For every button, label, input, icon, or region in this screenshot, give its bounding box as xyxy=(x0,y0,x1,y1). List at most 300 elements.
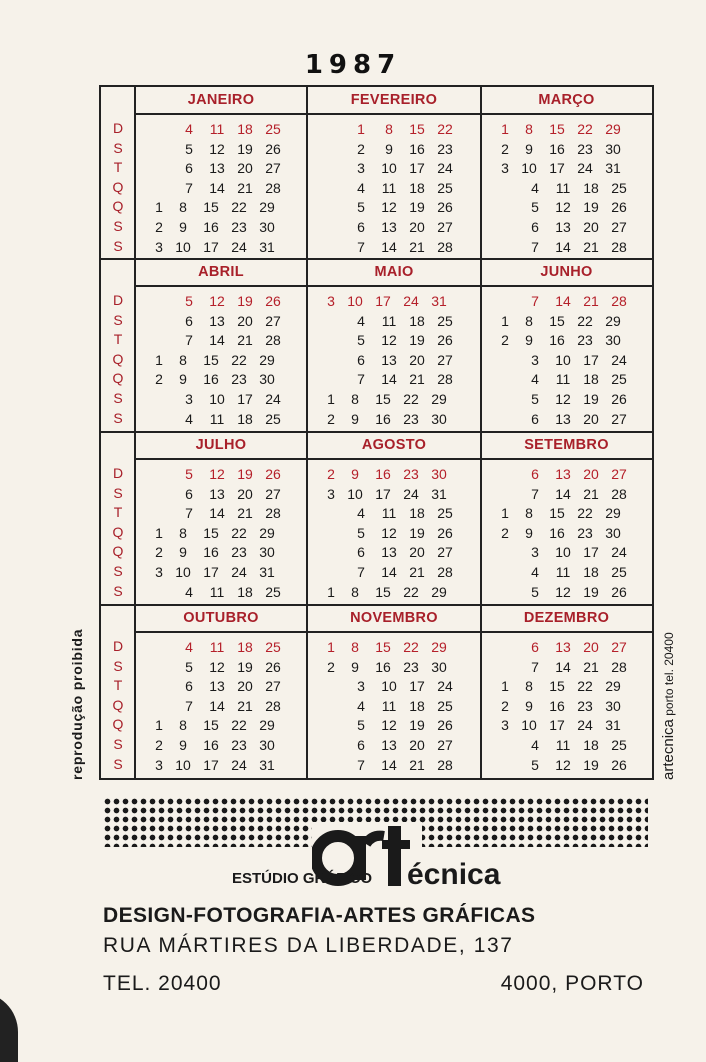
day-number: 21 xyxy=(409,756,425,773)
day-number: 6 xyxy=(185,160,193,177)
month-week-row xyxy=(495,179,633,199)
day-number: 22 xyxy=(403,391,419,407)
day-number: 3 xyxy=(357,160,365,177)
day-number: 27 xyxy=(265,312,281,329)
day-number: 24 xyxy=(403,485,419,502)
month-week-row xyxy=(321,410,453,430)
day-number: 13 xyxy=(555,219,571,235)
month-week-row xyxy=(495,370,633,390)
month-week-row xyxy=(495,583,633,603)
day-number: 18 xyxy=(409,505,425,522)
day-number: 4 xyxy=(531,737,539,753)
day-number: 15 xyxy=(203,199,219,216)
day-number: 30 xyxy=(605,332,621,349)
day-number: 7 xyxy=(185,505,193,522)
day-number: 2 xyxy=(357,140,365,157)
month-week-row xyxy=(495,524,627,544)
day-number: 22 xyxy=(577,312,593,329)
day-number: 19 xyxy=(583,756,599,773)
day-number: 12 xyxy=(209,140,225,157)
month-week-row xyxy=(149,638,287,658)
month-week-row xyxy=(321,331,459,351)
day-number: 5 xyxy=(531,199,539,216)
day-number: 11 xyxy=(555,564,571,580)
day-number: 15 xyxy=(375,391,391,407)
day-number: 4 xyxy=(357,179,365,196)
day-number: 31 xyxy=(431,485,447,502)
day-number: 25 xyxy=(611,564,627,580)
day-number: 16 xyxy=(549,332,565,349)
month-name: OUTUBRO xyxy=(183,610,259,626)
day-number: 26 xyxy=(265,293,281,309)
weekday-label: D xyxy=(112,120,124,136)
day-number: 2 xyxy=(155,371,163,388)
day-number: 16 xyxy=(375,410,391,427)
month-week-row xyxy=(149,524,281,544)
day-number: 11 xyxy=(381,179,397,196)
reproduction-notice: reprodução proibida xyxy=(69,628,85,780)
day-number: 7 xyxy=(531,238,539,255)
day-number: 12 xyxy=(555,199,571,216)
day-number: 3 xyxy=(185,391,193,407)
day-number: 11 xyxy=(555,371,571,388)
month-name: JANEIRO xyxy=(187,92,255,108)
day-number: 2 xyxy=(155,737,163,753)
day-number: 28 xyxy=(611,658,627,675)
month-week-row xyxy=(321,370,459,390)
day-number: 11 xyxy=(555,737,571,753)
day-number: 2 xyxy=(501,697,509,714)
day-number: 3 xyxy=(531,544,539,561)
month-week-row xyxy=(149,292,287,312)
day-number: 18 xyxy=(237,121,253,137)
day-number: 19 xyxy=(409,199,425,216)
day-number: 19 xyxy=(237,140,253,157)
day-number: 24 xyxy=(231,564,247,580)
weekday-label: S xyxy=(113,755,123,772)
day-number: 14 xyxy=(381,564,397,580)
month-week-row xyxy=(321,292,453,312)
month-week-row xyxy=(149,504,287,524)
day-number: 7 xyxy=(357,371,365,388)
month-week-row xyxy=(149,390,287,410)
day-number: 28 xyxy=(437,238,453,255)
day-number: 20 xyxy=(583,219,599,235)
weekday-label: Q xyxy=(112,543,124,560)
day-number: 15 xyxy=(549,678,565,695)
day-number: 15 xyxy=(549,505,565,522)
day-number: 5 xyxy=(357,717,365,734)
day-number: 22 xyxy=(231,199,247,216)
day-number: 8 xyxy=(351,391,359,407)
weekday-label: S xyxy=(113,139,123,156)
day-number: 22 xyxy=(231,524,247,541)
day-number: 3 xyxy=(155,564,163,580)
day-number: 7 xyxy=(531,293,539,309)
day-number: 17 xyxy=(203,756,219,773)
day-number: 9 xyxy=(525,332,533,349)
day-number: 26 xyxy=(611,756,627,773)
day-number: 30 xyxy=(431,466,447,482)
day-number: 13 xyxy=(555,410,571,427)
month-week-row xyxy=(149,716,281,736)
printer-credit xyxy=(660,632,677,780)
telephone: TEL. 20400 xyxy=(103,972,222,995)
day-number: 20 xyxy=(583,410,599,427)
day-number: 23 xyxy=(403,466,419,482)
month-name: JUNHO xyxy=(540,264,593,280)
day-number: 15 xyxy=(409,121,425,137)
day-number: 25 xyxy=(265,410,281,427)
day-number: 29 xyxy=(431,583,447,600)
day-number: 12 xyxy=(381,199,397,216)
day-number: 16 xyxy=(203,737,219,753)
day-number: 30 xyxy=(259,737,275,753)
month-week-row xyxy=(149,140,287,160)
month-week-row xyxy=(321,159,459,179)
day-number: 20 xyxy=(409,737,425,753)
day-number: 22 xyxy=(577,505,593,522)
day-number: 26 xyxy=(437,717,453,734)
day-number: 4 xyxy=(531,564,539,580)
day-number: 29 xyxy=(259,524,275,541)
day-number: 5 xyxy=(185,293,193,309)
day-number: 3 xyxy=(327,293,335,309)
day-number: 1 xyxy=(327,583,335,600)
month-name: DEZEMBRO xyxy=(523,610,610,626)
postal-city: 4000, PORTO xyxy=(500,972,644,995)
day-number: 28 xyxy=(265,179,281,196)
day-number: 28 xyxy=(611,293,627,309)
day-number: 23 xyxy=(577,697,593,714)
month-week-row xyxy=(321,390,453,410)
month-week-row xyxy=(321,465,453,485)
day-number: 4 xyxy=(531,179,539,196)
day-number: 8 xyxy=(351,639,359,655)
day-number: 19 xyxy=(237,466,253,482)
day-number: 24 xyxy=(611,351,627,368)
day-number: 7 xyxy=(357,238,365,255)
day-number: 20 xyxy=(409,544,425,561)
day-number: 12 xyxy=(209,658,225,675)
month-week-row xyxy=(321,504,459,524)
month-week-row xyxy=(495,736,633,756)
day-number: 1 xyxy=(155,717,163,734)
day-number: 14 xyxy=(381,371,397,388)
day-number: 3 xyxy=(155,238,163,255)
weekday-label: T xyxy=(113,677,123,694)
month-name: FEVEREIRO xyxy=(350,92,438,108)
day-number: 11 xyxy=(381,312,397,329)
day-number: 7 xyxy=(357,564,365,580)
month-week-row xyxy=(149,331,287,351)
day-number: 8 xyxy=(525,678,533,695)
day-number: 29 xyxy=(605,312,621,329)
day-number: 15 xyxy=(375,583,391,600)
weekday-label: Q xyxy=(112,350,124,367)
day-number: 23 xyxy=(403,410,419,427)
day-number: 30 xyxy=(431,658,447,675)
printer-contact: porto tel. 20400 xyxy=(662,632,676,716)
day-number: 18 xyxy=(409,179,425,196)
day-number: 3 xyxy=(357,678,365,695)
day-number: 24 xyxy=(265,391,281,407)
day-number: 3 xyxy=(501,717,509,734)
day-number: 17 xyxy=(203,238,219,255)
day-number: 12 xyxy=(555,756,571,773)
month-week-row xyxy=(495,390,633,410)
month-week-row xyxy=(149,563,281,583)
day-number: 3 xyxy=(327,485,335,502)
day-number: 26 xyxy=(265,140,281,157)
day-number: 17 xyxy=(409,678,425,695)
month-week-row xyxy=(149,218,281,238)
day-number: 22 xyxy=(577,121,593,137)
day-number: 27 xyxy=(265,160,281,177)
day-number: 21 xyxy=(583,658,599,675)
day-number: 16 xyxy=(203,544,219,561)
day-number: 26 xyxy=(611,199,627,216)
day-number: 18 xyxy=(237,583,253,600)
weekday-label: S xyxy=(113,582,123,599)
day-number: 28 xyxy=(437,564,453,580)
day-number: 26 xyxy=(265,658,281,675)
weekday-label: S xyxy=(113,237,123,254)
day-number: 18 xyxy=(583,179,599,196)
day-number: 17 xyxy=(549,717,565,734)
day-number: 1 xyxy=(501,312,509,329)
day-number: 29 xyxy=(259,717,275,734)
day-number: 25 xyxy=(437,505,453,522)
day-number: 13 xyxy=(209,485,225,502)
day-number: 28 xyxy=(265,505,281,522)
day-number: 5 xyxy=(531,391,539,407)
month-week-row xyxy=(149,410,287,430)
day-number: 26 xyxy=(437,332,453,349)
day-number: 8 xyxy=(525,121,533,137)
day-number: 7 xyxy=(531,485,539,502)
day-number: 9 xyxy=(525,524,533,541)
day-number: 8 xyxy=(179,199,187,216)
month-week-row xyxy=(321,563,459,583)
day-number: 2 xyxy=(501,524,509,541)
day-number: 4 xyxy=(531,371,539,388)
day-number: 9 xyxy=(179,544,187,561)
day-number: 6 xyxy=(357,219,365,235)
day-number: 21 xyxy=(409,238,425,255)
day-number: 16 xyxy=(549,140,565,157)
month-week-row xyxy=(495,543,633,563)
day-number: 10 xyxy=(381,160,397,177)
month-week-row xyxy=(321,198,459,218)
day-number: 13 xyxy=(555,639,571,655)
day-number: 20 xyxy=(583,639,599,655)
day-number: 11 xyxy=(555,179,571,196)
weekday-label: D xyxy=(112,638,124,654)
weekday-label: Q xyxy=(112,178,124,195)
day-number: 31 xyxy=(259,564,275,580)
weekday-label: S xyxy=(113,218,123,234)
day-number: 8 xyxy=(179,524,187,541)
day-number: 15 xyxy=(203,351,219,368)
month-week-row xyxy=(149,312,287,332)
day-number: 1 xyxy=(501,505,509,522)
day-number: 16 xyxy=(409,140,425,157)
address-line: RUA MÁRTIRES DA LIBERDADE, 137 xyxy=(103,934,514,957)
day-number: 18 xyxy=(583,737,599,753)
day-number: 20 xyxy=(237,312,253,329)
day-number: 8 xyxy=(525,505,533,522)
day-number: 14 xyxy=(209,697,225,714)
day-number: 30 xyxy=(259,219,275,235)
day-number: 24 xyxy=(437,678,453,695)
month-week-row xyxy=(495,677,627,697)
day-number: 19 xyxy=(237,658,253,675)
day-number: 5 xyxy=(357,199,365,216)
day-number: 21 xyxy=(583,485,599,502)
day-number: 8 xyxy=(179,351,187,368)
day-number: 6 xyxy=(357,351,365,368)
day-number: 7 xyxy=(531,658,539,675)
month-week-row xyxy=(149,351,281,371)
day-number: 11 xyxy=(381,505,397,522)
month-name: AGOSTO xyxy=(361,437,427,453)
day-number: 27 xyxy=(265,678,281,695)
month-week-row xyxy=(495,312,627,332)
day-number: 26 xyxy=(437,199,453,216)
day-number: 24 xyxy=(577,160,593,177)
day-number: 23 xyxy=(577,524,593,541)
day-number: 26 xyxy=(611,583,627,600)
day-number: 4 xyxy=(185,583,193,600)
day-number: 31 xyxy=(431,293,447,309)
month-week-row xyxy=(321,658,453,678)
month-week-row xyxy=(321,120,459,140)
day-number: 27 xyxy=(611,639,627,655)
day-number: 24 xyxy=(577,717,593,734)
day-number: 11 xyxy=(381,697,397,714)
weekday-label: S xyxy=(113,736,123,752)
day-number: 19 xyxy=(583,199,599,216)
day-number: 21 xyxy=(583,238,599,255)
day-number: 5 xyxy=(531,583,539,600)
day-number: 25 xyxy=(265,583,281,600)
month-week-row xyxy=(321,756,459,776)
day-number: 30 xyxy=(605,697,621,714)
month-week-row xyxy=(495,563,633,583)
day-number: 24 xyxy=(231,238,247,255)
month-week-row xyxy=(495,716,627,736)
printer-brand: artecnica xyxy=(660,719,677,780)
weekday-label: S xyxy=(113,390,123,406)
day-number: 23 xyxy=(231,219,247,235)
day-number: 28 xyxy=(265,697,281,714)
day-number: 16 xyxy=(549,697,565,714)
month-week-row xyxy=(321,716,459,736)
day-number: 1 xyxy=(155,524,163,541)
month-week-row xyxy=(149,198,281,218)
calendar-year: 1987 xyxy=(304,50,402,80)
day-number: 25 xyxy=(265,121,281,137)
day-number: 27 xyxy=(437,219,453,235)
day-number: 9 xyxy=(351,658,359,675)
day-number: 4 xyxy=(357,312,365,329)
month-week-row xyxy=(321,218,459,238)
month-week-row xyxy=(321,140,459,160)
day-number: 14 xyxy=(209,505,225,522)
day-number: 13 xyxy=(209,312,225,329)
month-week-row xyxy=(149,658,287,678)
month-week-row xyxy=(495,410,633,430)
logo-wordmark: écnica xyxy=(407,858,501,891)
day-number: 10 xyxy=(209,391,225,407)
day-number: 22 xyxy=(231,351,247,368)
day-number: 12 xyxy=(381,524,397,541)
day-number: 1 xyxy=(501,121,509,137)
weekday-label: T xyxy=(113,159,123,176)
day-number: 14 xyxy=(555,293,571,309)
weekday-label: Q xyxy=(112,716,124,733)
weekday-label: S xyxy=(113,657,123,674)
month-week-row xyxy=(321,524,459,544)
weekday-label: S xyxy=(113,563,123,579)
day-number: 10 xyxy=(347,485,363,502)
day-number: 21 xyxy=(237,179,253,196)
day-number: 6 xyxy=(531,410,539,427)
month-name: JULHO xyxy=(195,437,247,453)
day-number: 18 xyxy=(409,312,425,329)
day-number: 20 xyxy=(409,351,425,368)
weekday-label: Q xyxy=(112,696,124,713)
day-number: 10 xyxy=(555,351,571,368)
day-number: 14 xyxy=(555,658,571,675)
month-week-row xyxy=(495,140,627,160)
day-number: 9 xyxy=(525,140,533,157)
day-number: 14 xyxy=(555,238,571,255)
day-number: 18 xyxy=(409,697,425,714)
day-number: 23 xyxy=(231,737,247,753)
month-name: SETEMBRO xyxy=(524,437,609,453)
day-number: 6 xyxy=(357,544,365,561)
day-number: 28 xyxy=(437,756,453,773)
day-number: 4 xyxy=(185,121,193,137)
month-week-row xyxy=(495,658,633,678)
day-number: 24 xyxy=(437,160,453,177)
weekday-label: Q xyxy=(112,198,124,215)
month-name: MARÇO xyxy=(538,92,595,108)
weekday-label: S xyxy=(113,484,123,501)
weekday-label: T xyxy=(113,331,123,348)
day-number: 25 xyxy=(265,639,281,655)
day-number: 23 xyxy=(577,140,593,157)
weekday-label: S xyxy=(113,311,123,328)
day-number: 1 xyxy=(155,351,163,368)
month-week-row xyxy=(321,485,453,505)
day-number: 5 xyxy=(531,756,539,773)
card-corner xyxy=(0,992,18,1062)
month-week-row xyxy=(495,238,633,258)
day-number: 16 xyxy=(203,371,219,388)
day-number: 8 xyxy=(525,312,533,329)
day-number: 1 xyxy=(357,121,365,137)
day-number: 4 xyxy=(357,697,365,714)
day-number: 11 xyxy=(209,639,225,655)
day-number: 16 xyxy=(375,658,391,675)
day-number: 3 xyxy=(155,756,163,773)
day-number: 2 xyxy=(501,140,509,157)
day-number: 20 xyxy=(237,485,253,502)
day-number: 5 xyxy=(185,658,193,675)
